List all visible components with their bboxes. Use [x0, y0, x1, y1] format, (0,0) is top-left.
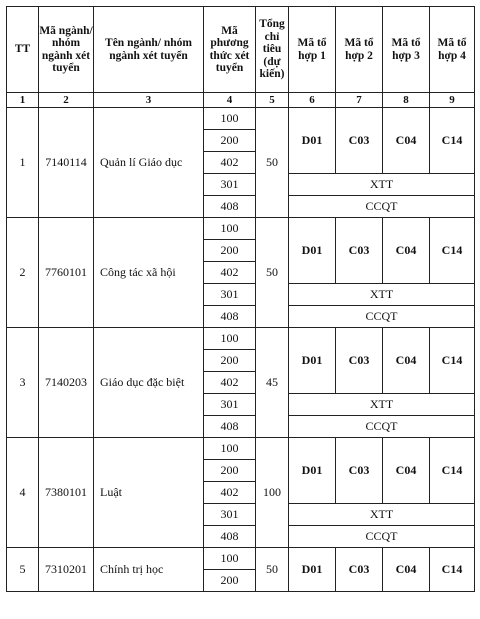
- row-xtt: XTT: [289, 504, 475, 526]
- table-row: [7, 548, 475, 570]
- table-row: [7, 328, 475, 350]
- row-method: 402: [204, 372, 256, 394]
- column-number: 5: [256, 93, 289, 108]
- row-method: 200: [204, 570, 256, 592]
- row-code: 7140203: [39, 328, 94, 438]
- row-combo-3: C04: [383, 218, 430, 284]
- row-combo-2: C03: [336, 108, 383, 174]
- row-method: 408: [204, 306, 256, 328]
- row-xtt: XTT: [289, 394, 475, 416]
- row-combo-3: C04: [383, 108, 430, 174]
- row-ccqt: CCQT: [289, 196, 475, 218]
- row-method: 100: [204, 328, 256, 350]
- row-quota: 45: [256, 328, 289, 438]
- row-combo-4: C14: [430, 218, 475, 284]
- column-number: 3: [94, 93, 204, 108]
- row-combo-1: D01: [289, 218, 336, 284]
- row-quota: 50: [256, 108, 289, 218]
- row-method: 301: [204, 394, 256, 416]
- row-combo-4: C14: [430, 548, 475, 592]
- column-number-row: [7, 93, 475, 108]
- row-combo-1: D01: [289, 108, 336, 174]
- row-name: Quản lí Giáo dục: [94, 108, 204, 218]
- row-combo-2: C03: [336, 548, 383, 592]
- row-combo-3: C04: [383, 548, 430, 592]
- row-combo-2: C03: [336, 218, 383, 284]
- row-method: 100: [204, 108, 256, 130]
- row-combo-1: D01: [289, 328, 336, 394]
- row-ccqt: CCQT: [289, 526, 475, 548]
- row-quota: 50: [256, 218, 289, 328]
- row-method: 402: [204, 152, 256, 174]
- row-method: 100: [204, 218, 256, 240]
- header-tt: TT: [7, 7, 39, 93]
- row-name: Luật: [94, 438, 204, 548]
- row-method: 200: [204, 460, 256, 482]
- row-method: 100: [204, 548, 256, 570]
- row-method: 408: [204, 196, 256, 218]
- admission-table: [6, 6, 475, 592]
- row-tt: 5: [7, 548, 39, 592]
- row-ccqt: CCQT: [289, 306, 475, 328]
- admission-table-container: [6, 6, 475, 592]
- row-combo-3: C04: [383, 328, 430, 394]
- row-combo-1: D01: [289, 548, 336, 592]
- row-tt: 1: [7, 108, 39, 218]
- row-code: 7310201: [39, 548, 94, 592]
- row-combo-4: C14: [430, 108, 475, 174]
- row-tt: 2: [7, 218, 39, 328]
- row-combo-1: D01: [289, 438, 336, 504]
- row-method: 200: [204, 130, 256, 152]
- row-tt: 3: [7, 328, 39, 438]
- header-ten-nganh: Tên ngành/ nhóm ngành xét tuyển: [94, 7, 204, 93]
- row-method: 402: [204, 262, 256, 284]
- column-number: 6: [289, 93, 336, 108]
- row-xtt: XTT: [289, 174, 475, 196]
- table-row: [7, 218, 475, 240]
- row-quota: 100: [256, 438, 289, 548]
- row-combo-2: C03: [336, 328, 383, 394]
- row-code: 7380101: [39, 438, 94, 548]
- column-number: 7: [336, 93, 383, 108]
- header-to-hop-4: Mã tổ hợp 4: [430, 7, 475, 93]
- row-method: 100: [204, 438, 256, 460]
- column-number: 2: [39, 93, 94, 108]
- table-row: [7, 108, 475, 130]
- header-to-hop-3: Mã tổ hợp 3: [383, 7, 430, 93]
- row-combo-4: C14: [430, 438, 475, 504]
- header-to-hop-1: Mã tổ hợp 1: [289, 7, 336, 93]
- row-combo-2: C03: [336, 438, 383, 504]
- row-code: 7140114: [39, 108, 94, 218]
- header-ma-phuong-thuc: Mã phương thức xét tuyển: [204, 7, 256, 93]
- row-tt: 4: [7, 438, 39, 548]
- column-number: 8: [383, 93, 430, 108]
- row-ccqt: CCQT: [289, 416, 475, 438]
- table-row: [7, 438, 475, 460]
- row-name: Giáo dục đặc biệt: [94, 328, 204, 438]
- row-combo-3: C04: [383, 438, 430, 504]
- row-method: 408: [204, 416, 256, 438]
- row-code: 7760101: [39, 218, 94, 328]
- row-name: Chính trị học: [94, 548, 204, 592]
- row-method: 301: [204, 504, 256, 526]
- row-method: 301: [204, 284, 256, 306]
- column-number: 1: [7, 93, 39, 108]
- row-method: 200: [204, 240, 256, 262]
- column-number: 4: [204, 93, 256, 108]
- row-method: 301: [204, 174, 256, 196]
- row-xtt: XTT: [289, 284, 475, 306]
- row-combo-4: C14: [430, 328, 475, 394]
- row-method: 200: [204, 350, 256, 372]
- header-row: [7, 7, 475, 93]
- row-quota: 50: [256, 548, 289, 592]
- row-name: Công tác xã hội: [94, 218, 204, 328]
- row-method: 408: [204, 526, 256, 548]
- column-number: 9: [430, 93, 475, 108]
- header-ma-nganh: Mã ngành/ nhóm ngành xét tuyển: [39, 7, 94, 93]
- header-chi-tieu: Tổng chỉ tiêu (dự kiến): [256, 7, 289, 93]
- row-method: 402: [204, 482, 256, 504]
- header-to-hop-2: Mã tổ hợp 2: [336, 7, 383, 93]
